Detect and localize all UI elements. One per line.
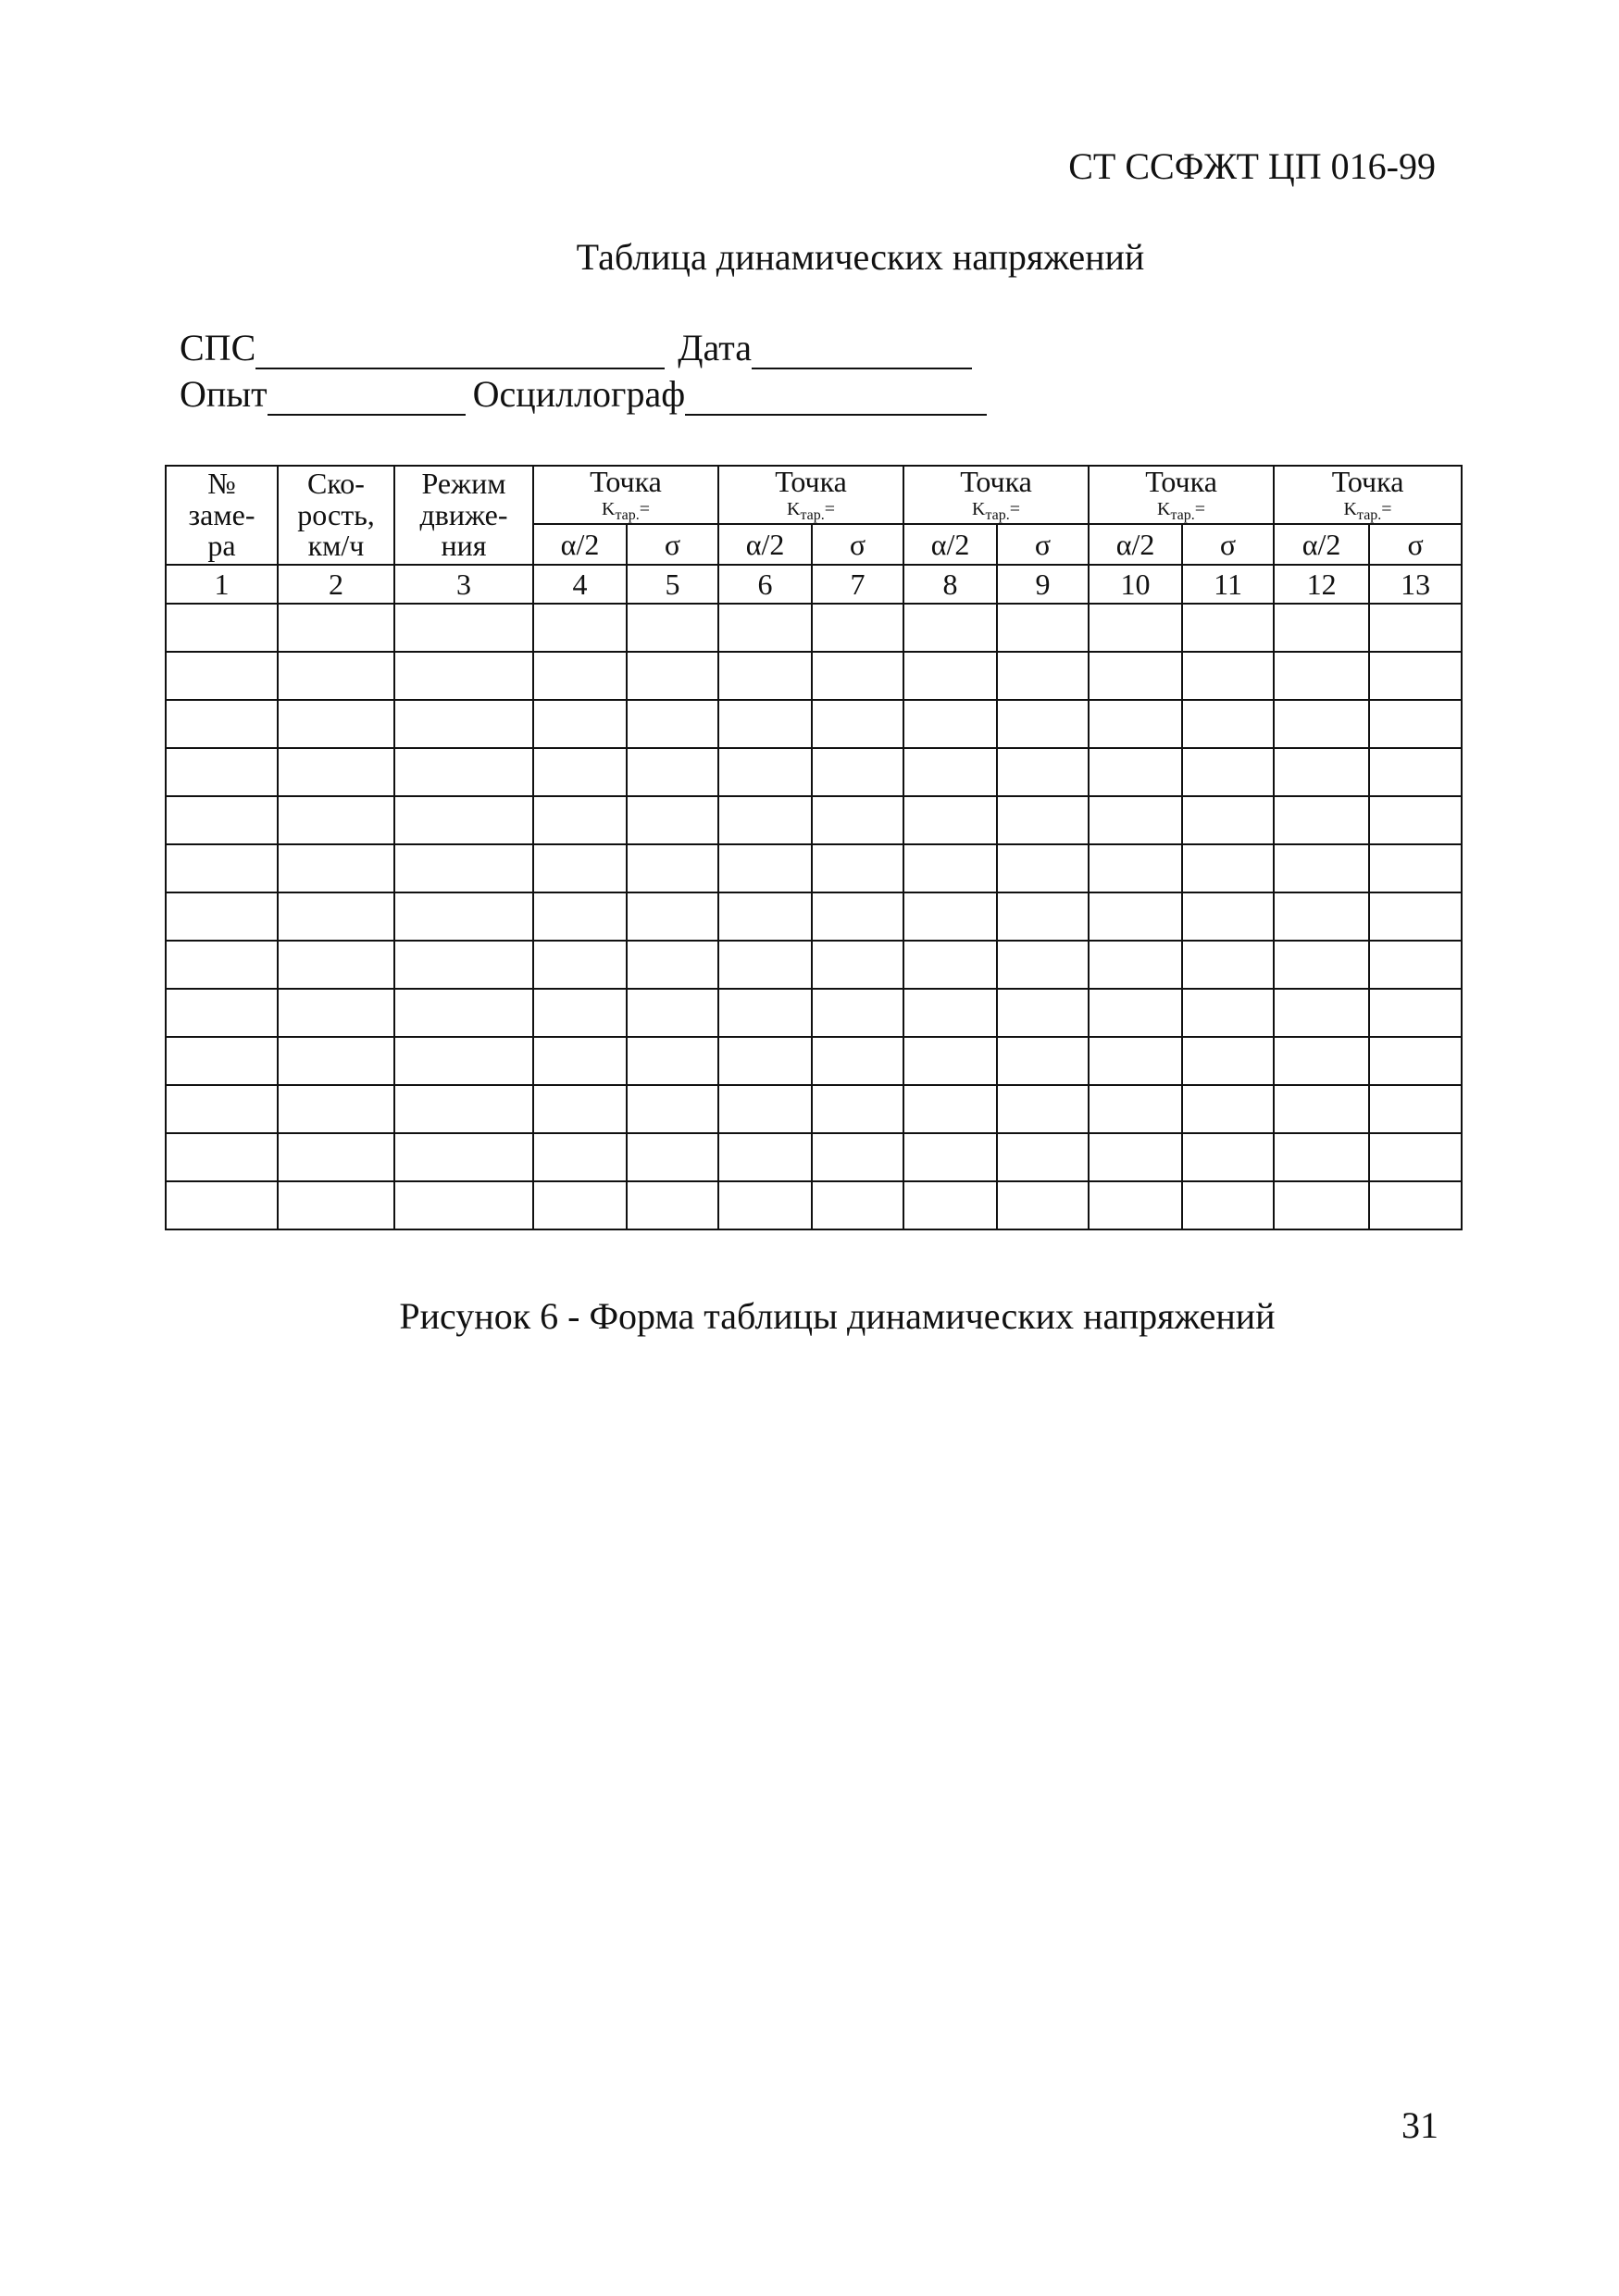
table-cell[interactable]: [718, 796, 812, 844]
table-cell[interactable]: [166, 989, 278, 1037]
table-cell[interactable]: [627, 748, 718, 796]
table-cell[interactable]: [1182, 796, 1274, 844]
column-number: 5: [627, 565, 718, 604]
table-cell[interactable]: [627, 652, 718, 700]
header-sigma: σ: [812, 524, 903, 565]
column-number: 3: [394, 565, 533, 604]
table-cell[interactable]: [278, 748, 394, 796]
table-cell[interactable]: [166, 1085, 278, 1133]
table-cell[interactable]: [1369, 844, 1462, 892]
figure-caption: Рисунок 6 - Форма таблицы динамических напряжений: [399, 1295, 1276, 1337]
table-cell[interactable]: [903, 652, 997, 700]
table-cell[interactable]: [166, 941, 278, 989]
page-number: 31: [1401, 2104, 1438, 2146]
table-cell[interactable]: [533, 989, 627, 1037]
table-cell[interactable]: [1182, 1133, 1274, 1181]
table-cell[interactable]: [278, 892, 394, 941]
table-cell[interactable]: [1369, 796, 1462, 844]
table-cell[interactable]: [997, 892, 1089, 941]
document-code: СТ ССФЖТ ЦП 016-99: [1068, 145, 1436, 187]
header-point: Точка $K_{тар.}=$: [1089, 466, 1274, 524]
table-cell[interactable]: [166, 1037, 278, 1085]
table-cell[interactable]: [533, 892, 627, 941]
table-cell[interactable]: [1182, 892, 1274, 941]
table-row: [166, 1037, 1462, 1085]
sps-label: СПС: [180, 327, 256, 368]
table-cell[interactable]: [1274, 892, 1369, 941]
table-cell[interactable]: [1369, 748, 1462, 796]
table-title: Таблица динамических напряжений: [576, 236, 1145, 278]
table-cell[interactable]: [533, 604, 627, 652]
table-cell[interactable]: [1182, 844, 1274, 892]
table-cell[interactable]: [1182, 652, 1274, 700]
table-cell[interactable]: [997, 652, 1089, 700]
column-number: 1: [166, 565, 278, 604]
table-cell[interactable]: [812, 1133, 903, 1181]
table-cell[interactable]: [1274, 652, 1369, 700]
table-cell[interactable]: [278, 652, 394, 700]
table-cell[interactable]: [278, 1181, 394, 1229]
table-cell[interactable]: [1182, 604, 1274, 652]
table-row: [166, 1181, 1462, 1229]
header-sigma: σ: [627, 524, 718, 565]
table-cell[interactable]: [903, 989, 997, 1037]
table-row: [166, 1085, 1462, 1133]
table-cell[interactable]: [533, 700, 627, 748]
table-cell[interactable]: [166, 796, 278, 844]
table-cell[interactable]: [1089, 1085, 1182, 1133]
table-cell[interactable]: [997, 700, 1089, 748]
header-point: Точка $K_{тар.}=$: [533, 466, 718, 524]
table-cell[interactable]: [812, 652, 903, 700]
table-cell[interactable]: [166, 748, 278, 796]
table-cell[interactable]: [1089, 1037, 1182, 1085]
table-cell[interactable]: [394, 989, 533, 1037]
table-cell[interactable]: [1089, 989, 1182, 1037]
header-measure: № заме- ра: [166, 466, 278, 565]
table-cell[interactable]: [166, 604, 278, 652]
table-cell[interactable]: [997, 1037, 1089, 1085]
header-point: Точка $K_{тар.}=$: [1274, 466, 1462, 524]
table-cell[interactable]: [903, 1037, 997, 1085]
table-cell[interactable]: [1369, 1181, 1462, 1229]
dynamic-stress-table: [165, 465, 1463, 1230]
table-row: [166, 844, 1462, 892]
table-cell[interactable]: [1182, 941, 1274, 989]
table-cell[interactable]: [997, 1085, 1089, 1133]
column-number: 6: [718, 565, 812, 604]
table-cell[interactable]: [1089, 604, 1182, 652]
table-cell[interactable]: [997, 748, 1089, 796]
header-sigma: σ: [997, 524, 1089, 565]
table-cell[interactable]: [1369, 1085, 1462, 1133]
table-cell[interactable]: [394, 941, 533, 989]
table-row: [166, 748, 1462, 796]
table-cell[interactable]: [278, 844, 394, 892]
table-cell[interactable]: [394, 844, 533, 892]
table-cell[interactable]: [903, 700, 997, 748]
table-cell[interactable]: [166, 844, 278, 892]
table-cell[interactable]: [533, 652, 627, 700]
table-cell[interactable]: [997, 796, 1089, 844]
oscillograph-label: Осциллограф: [472, 373, 686, 415]
table-cell[interactable]: [627, 604, 718, 652]
table-cell[interactable]: [627, 1037, 718, 1085]
table-cell[interactable]: [812, 604, 903, 652]
table-cell[interactable]: [627, 1085, 718, 1133]
date-label: Дата: [678, 327, 752, 368]
column-number: 13: [1369, 565, 1462, 604]
table-cell[interactable]: [533, 1085, 627, 1133]
table-cell[interactable]: [1274, 1133, 1369, 1181]
table-cell[interactable]: [812, 844, 903, 892]
table-cell[interactable]: [166, 652, 278, 700]
table-cell[interactable]: [394, 1037, 533, 1085]
table-cell[interactable]: [1369, 892, 1462, 941]
header-mode: Режим движе- ния: [394, 466, 533, 565]
table-row: [166, 796, 1462, 844]
table-cell[interactable]: [166, 1133, 278, 1181]
table-cell[interactable]: [997, 989, 1089, 1037]
header-point: Точка $K_{тар.}=$: [903, 466, 1089, 524]
header-alpha: α/2: [903, 524, 997, 565]
table-cell[interactable]: [812, 892, 903, 941]
table-cell[interactable]: [1274, 1085, 1369, 1133]
oscillograph-field[interactable]: [685, 382, 987, 416]
column-number: 9: [997, 565, 1089, 604]
table-cell[interactable]: [533, 748, 627, 796]
table-cell[interactable]: [1274, 796, 1369, 844]
table-cell[interactable]: [1089, 796, 1182, 844]
table-cell[interactable]: [394, 1133, 533, 1181]
table-cell[interactable]: [1089, 1133, 1182, 1181]
table-row: [166, 604, 1462, 652]
column-number: 7: [812, 565, 903, 604]
table-cell[interactable]: [1089, 748, 1182, 796]
table-cell[interactable]: [278, 941, 394, 989]
table-cell[interactable]: [1182, 748, 1274, 796]
table-cell[interactable]: [812, 1085, 903, 1133]
table-cell[interactable]: [627, 700, 718, 748]
experiment-label: Опыт: [180, 373, 268, 415]
table-cell[interactable]: [1369, 700, 1462, 748]
table-cell[interactable]: [997, 604, 1089, 652]
table-cell[interactable]: [997, 1181, 1089, 1229]
table-cell[interactable]: [718, 652, 812, 700]
table-cell[interactable]: [1369, 1037, 1462, 1085]
table-cell[interactable]: [166, 700, 278, 748]
table-cell[interactable]: [1369, 1133, 1462, 1181]
table-cell[interactable]: [1089, 1181, 1182, 1229]
table-cell[interactable]: [1274, 700, 1369, 748]
table-cell[interactable]: [812, 1181, 903, 1229]
table-cell[interactable]: [903, 1085, 997, 1133]
table-cell[interactable]: [1182, 1085, 1274, 1133]
header-alpha: α/2: [1089, 524, 1182, 565]
column-number: 10: [1089, 565, 1182, 604]
table-cell[interactable]: [718, 748, 812, 796]
table-cell[interactable]: [394, 700, 533, 748]
table-cell[interactable]: [394, 1181, 533, 1229]
table-cell[interactable]: [278, 1037, 394, 1085]
table-cell[interactable]: [812, 700, 903, 748]
header-alpha: α/2: [533, 524, 627, 565]
experiment-field[interactable]: [268, 382, 466, 416]
column-number: 8: [903, 565, 997, 604]
table-cell[interactable]: [1089, 652, 1182, 700]
table-cell[interactable]: [718, 604, 812, 652]
table-cell[interactable]: [1274, 1181, 1369, 1229]
table-cell[interactable]: [1274, 748, 1369, 796]
fields-row-2: [180, 372, 987, 416]
table-cell[interactable]: [394, 796, 533, 844]
table-cell[interactable]: [812, 1037, 903, 1085]
table-cell[interactable]: [533, 796, 627, 844]
table-cell[interactable]: [533, 1133, 627, 1181]
table-cell[interactable]: [903, 604, 997, 652]
table-row: [166, 989, 1462, 1037]
table-cell[interactable]: [718, 1085, 812, 1133]
table-row: [166, 1133, 1462, 1181]
table-cell[interactable]: [1274, 989, 1369, 1037]
table-cell[interactable]: [1274, 1037, 1369, 1085]
table-cell[interactable]: [1089, 844, 1182, 892]
table-cell[interactable]: [903, 1133, 997, 1181]
table-cell[interactable]: [718, 700, 812, 748]
table-cell[interactable]: [533, 941, 627, 989]
table-cell[interactable]: [278, 1085, 394, 1133]
table-cell[interactable]: [533, 1037, 627, 1085]
header-speed: Ско- рость, км/ч: [278, 466, 394, 565]
header-alpha: α/2: [718, 524, 812, 565]
table-cell[interactable]: [903, 796, 997, 844]
table-cell[interactable]: [533, 844, 627, 892]
table-cell[interactable]: [394, 1085, 533, 1133]
table-cell[interactable]: [718, 1133, 812, 1181]
table-cell[interactable]: [394, 748, 533, 796]
date-field[interactable]: [752, 336, 972, 369]
table-cell[interactable]: [627, 844, 718, 892]
header-alpha: α/2: [1274, 524, 1369, 565]
table-cell[interactable]: [1369, 941, 1462, 989]
table-cell[interactable]: [627, 892, 718, 941]
table-cell[interactable]: [903, 892, 997, 941]
table-cell[interactable]: [278, 989, 394, 1037]
table-cell[interactable]: [718, 1037, 812, 1085]
table-cell[interactable]: [1369, 989, 1462, 1037]
table-cell[interactable]: [1274, 941, 1369, 989]
table-cell[interactable]: [718, 941, 812, 989]
table-cell[interactable]: [997, 844, 1089, 892]
column-number: 2: [278, 565, 394, 604]
fields-row-1: [180, 326, 972, 369]
table-row: [166, 700, 1462, 748]
table-cell[interactable]: [718, 1181, 812, 1229]
table-cell[interactable]: [278, 604, 394, 652]
table-cell[interactable]: [1274, 844, 1369, 892]
header-sigma: σ: [1369, 524, 1462, 565]
table-cell[interactable]: [903, 844, 997, 892]
sps-field[interactable]: [255, 336, 665, 369]
table-cell[interactable]: [718, 892, 812, 941]
header-point: Точка $K_{тар.}=$: [718, 466, 903, 524]
table-cell[interactable]: [278, 796, 394, 844]
header-sigma: σ: [1182, 524, 1274, 565]
table-cell[interactable]: [1089, 941, 1182, 989]
table-cell[interactable]: [812, 796, 903, 844]
table-cell[interactable]: [278, 1133, 394, 1181]
table-cell[interactable]: [627, 1181, 718, 1229]
table-cell[interactable]: [166, 1181, 278, 1229]
table-row: [166, 941, 1462, 989]
table-cell[interactable]: [1182, 1037, 1274, 1085]
table-cell[interactable]: [1182, 700, 1274, 748]
table-cell[interactable]: [1274, 604, 1369, 652]
table-cell[interactable]: [627, 796, 718, 844]
table-cell[interactable]: [903, 1181, 997, 1229]
table-cell[interactable]: [166, 892, 278, 941]
table-cell[interactable]: [533, 1181, 627, 1229]
table-cell[interactable]: [997, 941, 1089, 989]
table-cell[interactable]: [1369, 604, 1462, 652]
table-cell[interactable]: [997, 1133, 1089, 1181]
table-cell[interactable]: [1089, 892, 1182, 941]
table-cell[interactable]: [627, 989, 718, 1037]
table-cell[interactable]: [394, 604, 533, 652]
table-cell[interactable]: [1089, 700, 1182, 748]
table-cell[interactable]: [394, 892, 533, 941]
table-cell[interactable]: [1182, 1181, 1274, 1229]
column-number: 4: [533, 565, 627, 604]
column-number: 12: [1274, 565, 1369, 604]
table-cell[interactable]: [903, 941, 997, 989]
table-cell[interactable]: [903, 748, 997, 796]
table-cell[interactable]: [812, 748, 903, 796]
table-cell[interactable]: [812, 989, 903, 1037]
table-cell[interactable]: [718, 989, 812, 1037]
table-cell[interactable]: [627, 941, 718, 989]
table-cell[interactable]: [627, 1133, 718, 1181]
table-row: [166, 892, 1462, 941]
table-cell[interactable]: [1369, 652, 1462, 700]
table-cell[interactable]: [812, 941, 903, 989]
column-number: 11: [1182, 565, 1274, 604]
table-cell[interactable]: [718, 844, 812, 892]
table-row: [166, 652, 1462, 700]
table-cell[interactable]: [278, 700, 394, 748]
table-cell[interactable]: [1182, 989, 1274, 1037]
table-cell[interactable]: [394, 652, 533, 700]
